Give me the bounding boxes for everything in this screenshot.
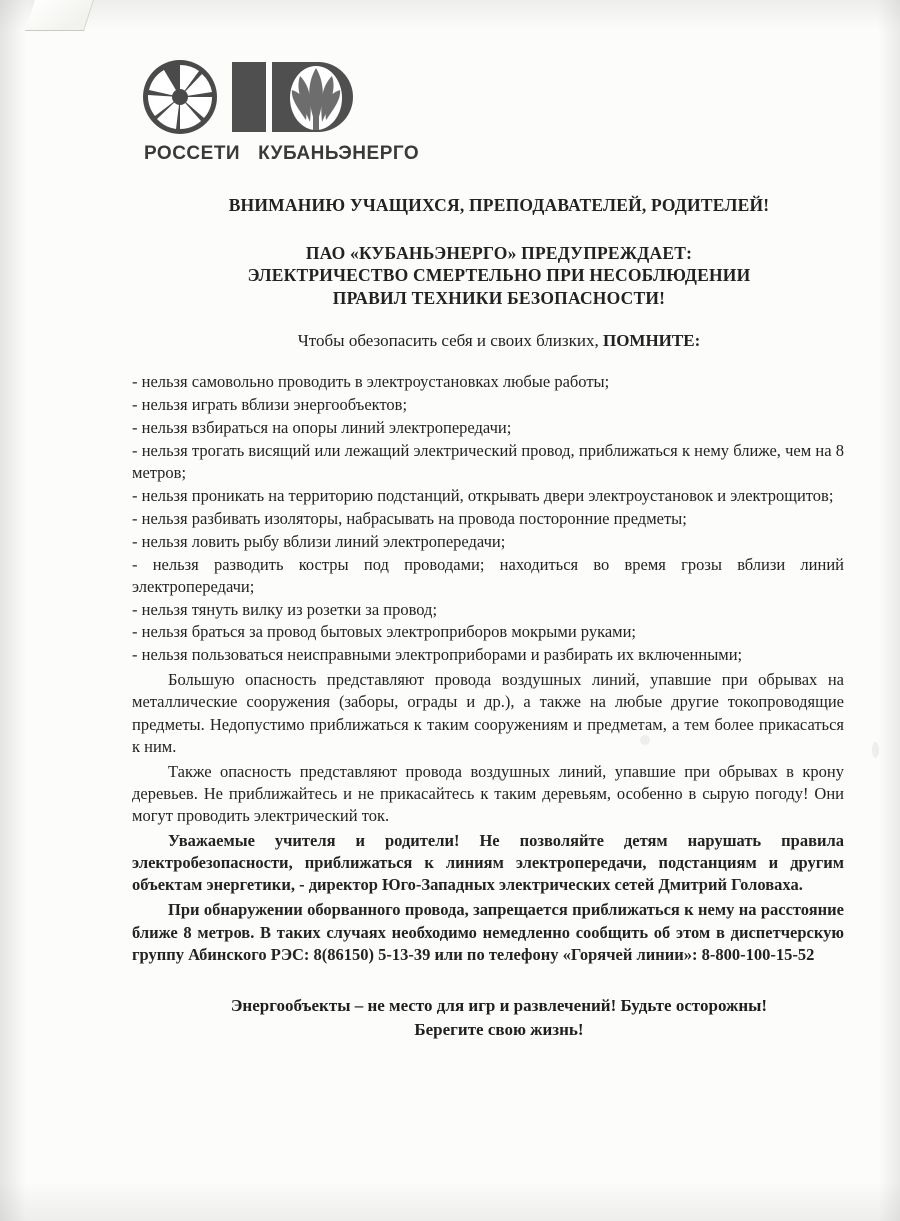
heading-warning-line-1: ПАО «КУБАНЬЭНЕРГО» ПРЕДУПРЕЖДАЕТ:	[305, 243, 693, 263]
rules-list	[132, 371, 866, 666]
list-item: - нельзя браться за провод бытовых электроприборов мокрыми руками;	[132, 622, 637, 642]
list-item: - нельзя тянуть вилку из розетки за провод;	[132, 599, 438, 619]
heading-attention: ВНИМАНИЮ УЧАЩИХСЯ, ПРЕПОДАВАТЕЛЕЙ, РОДИТЕЛЕЙ!	[228, 195, 770, 215]
list-item: - нельзя трогать висящий или лежащий электрический провод, приближаться к нему ближе, чем на 8 метров;	[132, 440, 844, 482]
brand-primary: РОССЕТИ	[144, 143, 241, 164]
kubanenergo-emblem-icon	[228, 58, 358, 136]
rosseti-sun-icon	[142, 59, 218, 135]
paragraph-hazard-trees: Также опасность представляют провода воздушных линий, упавшие при обрывах в крону деревьев. Не приближайтесь и не прикасайтесь к таким деревьям, особенно в сырую погоду! Они могут проводить электрический ток.	[132, 761, 844, 826]
footer-slogan	[132, 994, 866, 1043]
list-item: - нельзя взбираться на опоры линий электропередачи;	[132, 418, 512, 438]
logo-marks	[142, 58, 358, 136]
paragraph-teachers-parents: Уважаемые учителя и родители! Не позволяйте детям нарушать правила электробезопасности, приближаться к линиям электропередачи, подстанциям и другим объектам энергетики, - директор Юго-Западных электрических сетей Дмитрий Головаха.	[132, 831, 844, 895]
list-item: - нельзя играть вблизи энергообъектов;	[132, 395, 408, 415]
footer-line-2: Берегите свою жизнь!	[414, 1020, 584, 1040]
lead-text	[132, 331, 866, 351]
paragraph-emergency-contacts: При обнаружении оборванного провода, запрещается приближаться к нему на расстояние ближе 8 метров. В таких случаях необходимо немедленно сообщить об этом в диспетчерскую группу Абинского РЭС: 8(86150) 5-13-39 или по телефону «Горячей линии»: 8-800-100-15-52	[132, 900, 844, 964]
heading-warning	[132, 242, 866, 309]
heading-warning-line-3: ПРАВИЛ ТЕХНИКИ БЕЗОПАСНОСТИ!	[332, 287, 666, 308]
list-item: - нельзя проникать на территорию подстанций, открывать двери электроустановок и электрощитов;	[132, 485, 834, 505]
brand-secondary: КУБАНЬЭНЕРГО	[258, 143, 420, 164]
company-logo	[0, 58, 900, 165]
lead-text-emphasis: ПОМНИТЕ:	[602, 331, 701, 351]
lead-text-plain: Чтобы обезопасить себя и своих близких,	[297, 331, 603, 351]
list-item: - нельзя самовольно проводить в электроустановках любые работы;	[132, 372, 610, 392]
list-item: - нельзя ловить рыбу вблизи линий электропередачи;	[132, 531, 506, 551]
footer-line-1: Энергообъекты – не место для игр и развлечений! Будьте осторожны!	[230, 995, 768, 1015]
heading-warning-line-2: ЭЛЕКТРИЧЕСТВО СМЕРТЕЛЬНО ПРИ НЕСОБЛЮДЕНИИ	[247, 265, 751, 286]
paragraph-hazard-fallen-wires: Большую опасность представляют провода воздушных линий, упавшие при обрывах на металлические сооружения (заборы, ограды и др.), а также на любые другие токопроводящие предметы. Недопустимо приближаться к таким сооружениям и предметам, а тем более прикасаться к ним.	[132, 670, 844, 756]
list-item: - нельзя разбивать изоляторы, набрасывать на провода посторонние предметы;	[132, 508, 687, 528]
list-item: - нельзя пользоваться неисправными электроприборами и разбирать их включенными;	[132, 645, 743, 665]
logo-wordmarks	[142, 143, 419, 165]
list-item: - нельзя разводить костры под проводами; находиться во время грозы вблизи линий электропередачи;	[132, 554, 844, 596]
document-body	[0, 195, 900, 1043]
